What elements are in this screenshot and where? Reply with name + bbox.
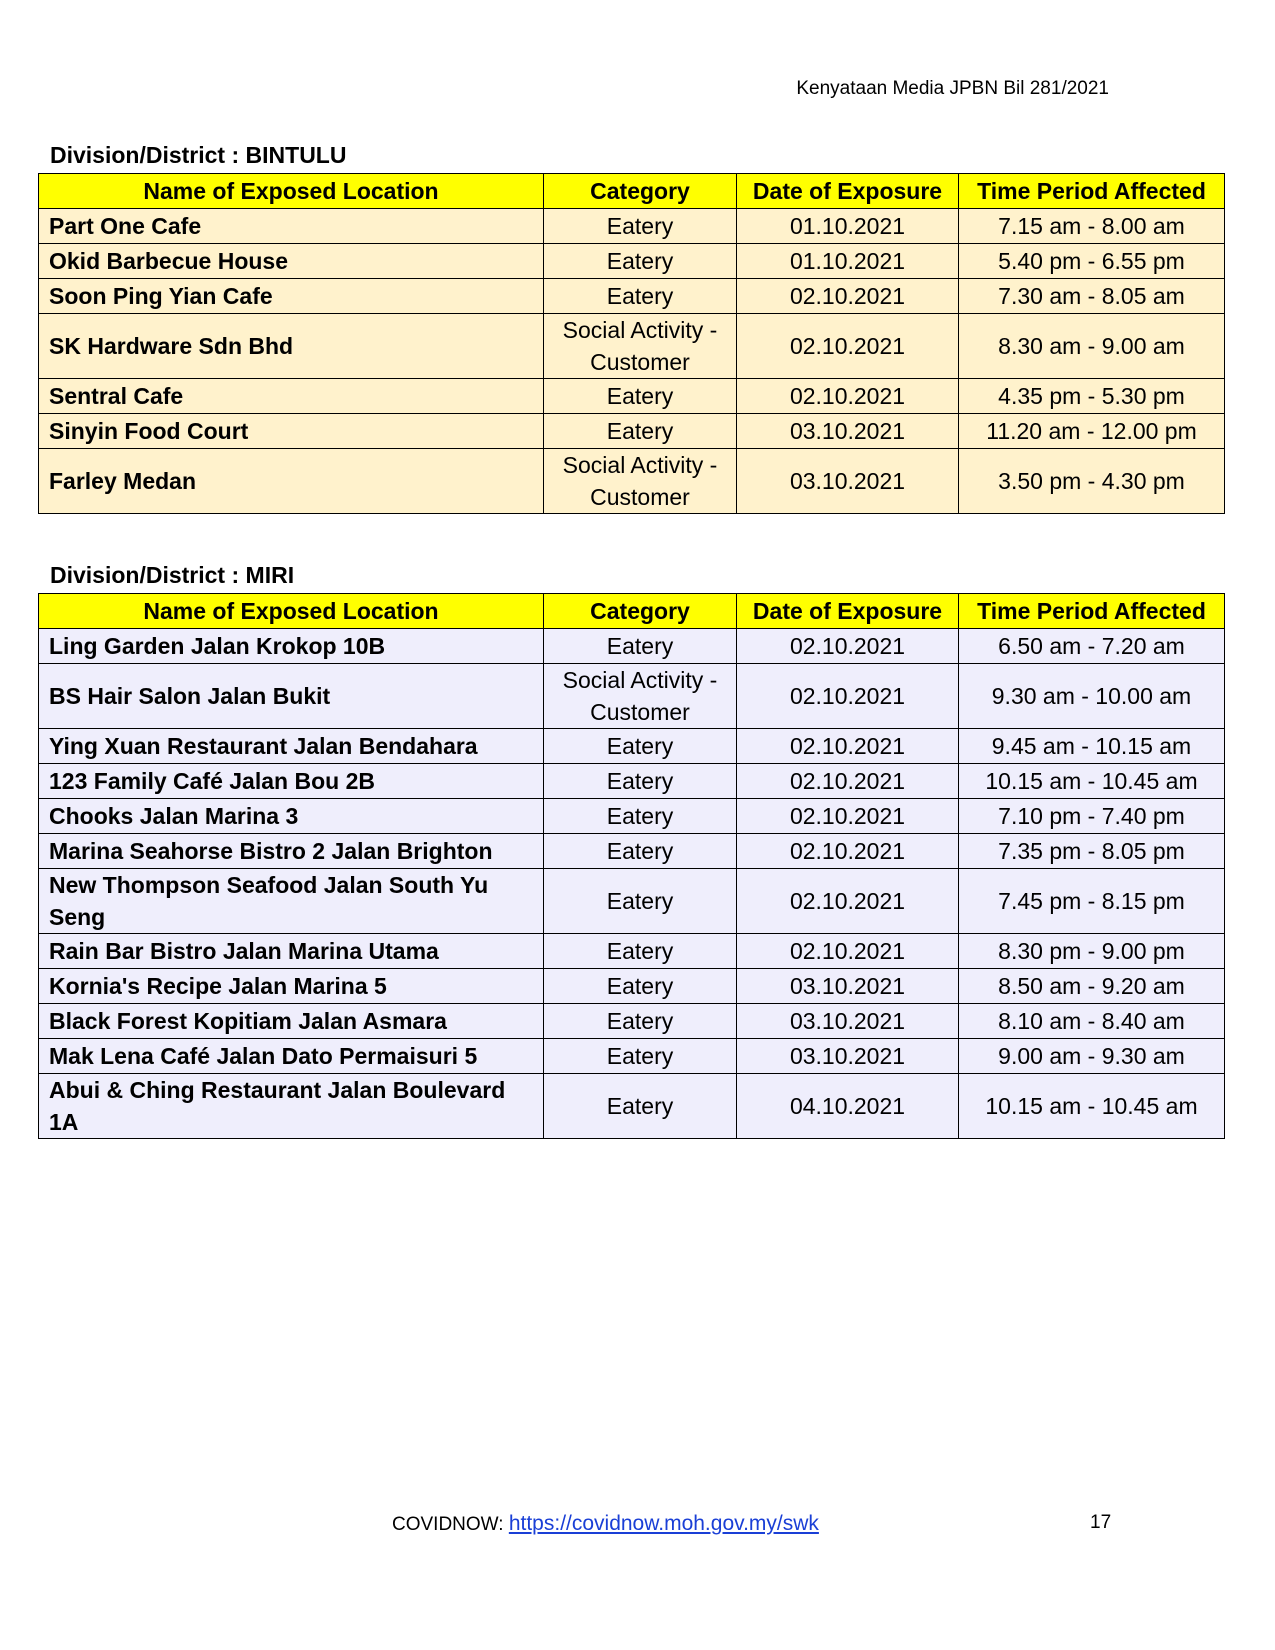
column-header-location: Name of Exposed Location (39, 594, 544, 629)
category-cell: Eatery (544, 1004, 737, 1039)
time-cell: 8.50 am - 9.20 am (959, 969, 1225, 1004)
date-cell: 04.10.2021 (737, 1074, 959, 1139)
location-cell: Abui & Ching Restaurant Jalan Boulevard 1A (39, 1074, 544, 1139)
date-cell: 02.10.2021 (737, 834, 959, 869)
table-body (39, 629, 1225, 1139)
table-header-row (39, 174, 1225, 209)
category-cell: Eatery (544, 729, 737, 764)
table-row (39, 934, 1225, 969)
location-cell: SK Hardware Sdn Bhd (39, 314, 544, 379)
date-cell: 03.10.2021 (737, 1039, 959, 1074)
time-cell: 10.15 am - 10.45 am (959, 764, 1225, 799)
table-row (39, 799, 1225, 834)
time-cell: 7.10 pm - 7.40 pm (959, 799, 1225, 834)
location-cell: Part One Cafe (39, 209, 544, 244)
table-row (39, 869, 1225, 934)
time-cell: 9.30 am - 10.00 am (959, 664, 1225, 729)
category-cell: Eatery (544, 279, 737, 314)
date-cell: 01.10.2021 (737, 244, 959, 279)
time-cell: 5.40 pm - 6.55 pm (959, 244, 1225, 279)
date-cell: 02.10.2021 (737, 279, 959, 314)
table-row (39, 414, 1225, 449)
footer (392, 1512, 819, 1536)
category-cell: Eatery (544, 934, 737, 969)
category-cell: Eatery (544, 799, 737, 834)
category-cell: Eatery (544, 244, 737, 279)
location-cell: Sinyin Food Court (39, 414, 544, 449)
location-cell: Chooks Jalan Marina 3 (39, 799, 544, 834)
location-cell: Rain Bar Bistro Jalan Marina Utama (39, 934, 544, 969)
date-cell: 03.10.2021 (737, 449, 959, 514)
miri-exposure-table (38, 593, 1225, 1139)
table-row (39, 1074, 1225, 1139)
column-header-time: Time Period Affected (959, 174, 1225, 209)
date-cell: 02.10.2021 (737, 379, 959, 414)
time-cell: 6.50 am - 7.20 am (959, 629, 1225, 664)
table-body (39, 209, 1225, 514)
time-cell: 3.50 pm - 4.30 pm (959, 449, 1225, 514)
time-cell: 8.30 pm - 9.00 pm (959, 934, 1225, 969)
date-cell: 02.10.2021 (737, 629, 959, 664)
date-cell: 02.10.2021 (737, 869, 959, 934)
column-header-category: Category (544, 174, 737, 209)
time-cell: 9.00 am - 9.30 am (959, 1039, 1225, 1074)
location-cell: Ying Xuan Restaurant Jalan Bendahara (39, 729, 544, 764)
date-cell: 03.10.2021 (737, 969, 959, 1004)
category-cell: Social Activity - Customer (544, 314, 737, 379)
document-reference: Kenyataan Media JPBN Bil 281/2021 (796, 78, 1109, 99)
table-row (39, 244, 1225, 279)
table-row (39, 764, 1225, 799)
page-number: 17 (1090, 1512, 1112, 1533)
time-cell: 11.20 am - 12.00 pm (959, 414, 1225, 449)
table-row (39, 729, 1225, 764)
time-cell: 8.10 am - 8.40 am (959, 1004, 1225, 1039)
category-cell: Eatery (544, 379, 737, 414)
column-header-date: Date of Exposure (737, 594, 959, 629)
date-cell: 02.10.2021 (737, 799, 959, 834)
category-cell: Eatery (544, 869, 737, 934)
location-cell: Ling Garden Jalan Krokop 10B (39, 629, 544, 664)
category-cell: Eatery (544, 969, 737, 1004)
table-row (39, 629, 1225, 664)
category-cell: Eatery (544, 1039, 737, 1074)
table-row (39, 1004, 1225, 1039)
table-row (39, 1039, 1225, 1074)
date-cell: 03.10.2021 (737, 414, 959, 449)
covidnow-link[interactable]: https://covidnow.moh.gov.my/swk (508, 1512, 819, 1535)
time-cell: 7.15 am - 8.00 am (959, 209, 1225, 244)
location-cell: Soon Ping Yian Cafe (39, 279, 544, 314)
footer-label: COVIDNOW: (392, 1514, 509, 1535)
location-cell: Kornia's Recipe Jalan Marina 5 (39, 969, 544, 1004)
section-title-bintulu: Division/District : BINTULU (50, 142, 347, 168)
section-title-miri: Division/District : MIRI (50, 562, 295, 588)
location-cell: Mak Lena Café Jalan Dato Permaisuri 5 (39, 1039, 544, 1074)
location-cell: Farley Medan (39, 449, 544, 514)
bintulu-exposure-table (38, 173, 1225, 514)
date-cell: 01.10.2021 (737, 209, 959, 244)
location-cell: Okid Barbecue House (39, 244, 544, 279)
location-cell: Marina Seahorse Bistro 2 Jalan Brighton (39, 834, 544, 869)
table-row (39, 209, 1225, 244)
date-cell: 02.10.2021 (737, 314, 959, 379)
table-row (39, 449, 1225, 514)
column-header-category: Category (544, 594, 737, 629)
table-row (39, 379, 1225, 414)
category-cell: Eatery (544, 209, 737, 244)
time-cell: 8.30 am - 9.00 am (959, 314, 1225, 379)
location-cell: 123 Family Café Jalan Bou 2B (39, 764, 544, 799)
location-cell: New Thompson Seafood Jalan South Yu Seng (39, 869, 544, 934)
column-header-date: Date of Exposure (737, 174, 959, 209)
table-row (39, 834, 1225, 869)
category-cell: Eatery (544, 629, 737, 664)
location-cell: Black Forest Kopitiam Jalan Asmara (39, 1004, 544, 1039)
date-cell: 02.10.2021 (737, 664, 959, 729)
table-row (39, 664, 1225, 729)
time-cell: 9.45 am - 10.15 am (959, 729, 1225, 764)
category-cell: Eatery (544, 1074, 737, 1139)
category-cell: Social Activity - Customer (544, 449, 737, 514)
table-row (39, 969, 1225, 1004)
location-cell: BS Hair Salon Jalan Bukit (39, 664, 544, 729)
table-header-row (39, 594, 1225, 629)
category-cell: Social Activity - Customer (544, 664, 737, 729)
category-cell: Eatery (544, 834, 737, 869)
time-cell: 4.35 pm - 5.30 pm (959, 379, 1225, 414)
category-cell: Eatery (544, 414, 737, 449)
time-cell: 7.45 pm - 8.15 pm (959, 869, 1225, 934)
table-row (39, 279, 1225, 314)
column-header-location: Name of Exposed Location (39, 174, 544, 209)
column-header-time: Time Period Affected (959, 594, 1225, 629)
time-cell: 7.30 am - 8.05 am (959, 279, 1225, 314)
time-cell: 10.15 am - 10.45 am (959, 1074, 1225, 1139)
table-row (39, 314, 1225, 379)
date-cell: 02.10.2021 (737, 934, 959, 969)
time-cell: 7.35 pm - 8.05 pm (959, 834, 1225, 869)
date-cell: 02.10.2021 (737, 764, 959, 799)
date-cell: 02.10.2021 (737, 729, 959, 764)
category-cell: Eatery (544, 764, 737, 799)
location-cell: Sentral Cafe (39, 379, 544, 414)
date-cell: 03.10.2021 (737, 1004, 959, 1039)
